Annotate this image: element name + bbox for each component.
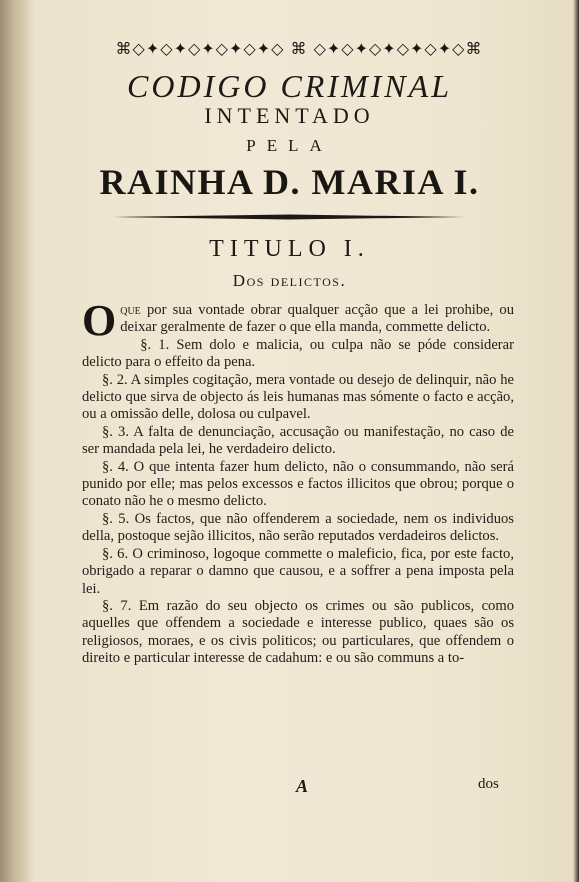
title-rainha: RAINHA D. MARIA I.	[99, 162, 480, 202]
title-pela: PELA	[246, 136, 333, 155]
intro-smallcaps: que	[120, 302, 141, 318]
ornamental-border: ⌘◇✦◇✦◇✦◇✦◇✦◇ ⌘ ◇✦◇✦◇✦◇✦◇✦◇⌘	[115, 39, 483, 58]
paragraph-3: §. 3. A falta de denunciação, accusação ou manifestação, no caso de ser mandada pela lei, he verdadeiro delicto.	[82, 423, 514, 458]
section-subheading: Dos delictos.	[232, 271, 347, 290]
title-codigo-criminal: CODIGO CRIMINAL	[127, 68, 452, 104]
paragraph-5: §. 5. Os factos, que não offenderem a sociedade, nem os individuos della, postoque sejão illicitos, não serão reputados verdadeiros delictos.	[82, 510, 514, 545]
paragraph-4: §. 4. O que intenta fazer hum delicto, não o consummando, não será punido por elle; mas pelos excessos e factos illicitos que obrou; porque o conato não he o mesmo delicto.	[82, 458, 514, 510]
body-text	[82, 296, 514, 668]
paragraph-2: §. 2. A simples cogitação, mera vontade ou desejo de delinquir, não he delicto que sirva de objecto ás leis humanas mas sómente o facto e acção, ou a omissão delle, dolosa ou culpavel.	[82, 371, 514, 423]
title-intentado: INTENTADO	[204, 103, 375, 128]
section-heading: TITULO I.	[209, 236, 370, 262]
paragraph-1: §. 1. Sem dolo e malicia, ou culpa não se póde considerar delicto para o effeito da pena.	[82, 336, 514, 371]
catchword: dos	[478, 776, 499, 792]
intro-text: por sua vontade obrar qualquer acção que a lei prohibe, ou deixar geralmente de fazer o que ella manda, commette delicto.	[120, 302, 514, 336]
page-gutter	[0, 0, 34, 882]
intro-paragraph	[82, 296, 514, 345]
paragraph-6: §. 6. O criminoso, logoque commette o maleficio, fica, por este facto, obrigado a reparar o damno que causou, e a soffrer a pena imposta pela lei.	[82, 545, 514, 597]
drop-cap: O	[82, 296, 117, 345]
page-edge	[573, 0, 579, 882]
paragraph-7: §. 7. Em razão do seu objecto os crimes ou são publicos, como aquelles que offendem a sociedade e interesse publico, quaes são os religiosos, moraes, e os civis politicos; ou particulares, que offendem o direito e particular interesse de cadahum: e ou são communs a to-	[82, 597, 514, 667]
decorative-rule	[113, 214, 465, 220]
signature-mark: A	[296, 776, 309, 796]
